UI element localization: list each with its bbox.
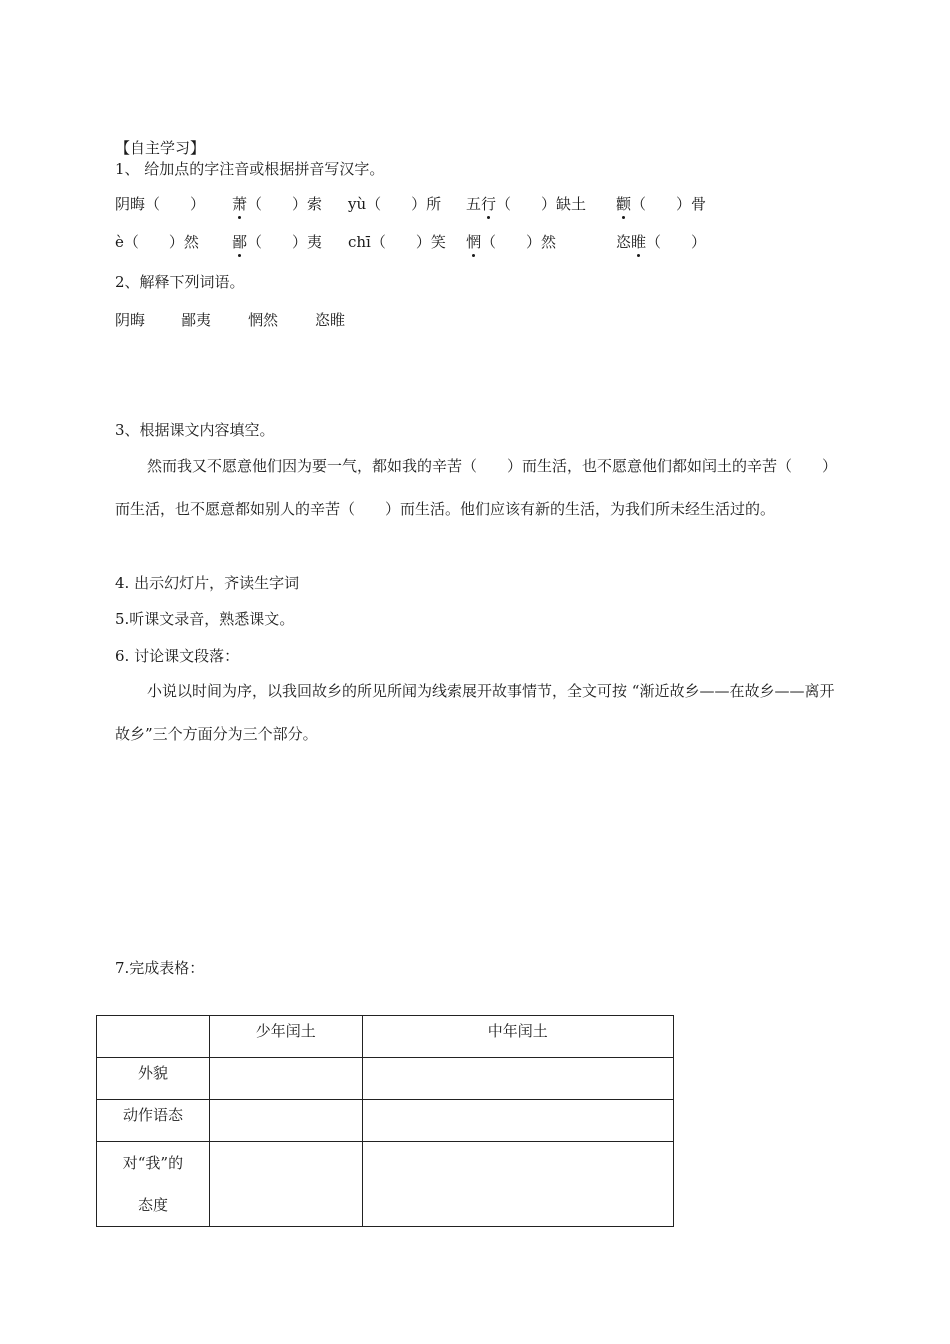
answer-cell[interactable] — [209, 1058, 362, 1100]
q3-title: 3、根据课文内容填空。 — [115, 421, 275, 439]
q2-word: 恣睢 — [315, 311, 346, 329]
q1-r1-item-5: 颧（ ）骨 — [616, 195, 707, 213]
q1-r1-item-3: yù（ ）所 — [348, 195, 442, 213]
q7-title: 7.完成表格： — [115, 959, 205, 977]
answer-cell[interactable] — [362, 1058, 673, 1100]
q2-word: 惘然 — [248, 311, 279, 329]
row-label: 动作语态 — [97, 1100, 210, 1142]
q1-r2-item-1: è（ ）然 — [115, 233, 199, 251]
q4-text: 4. 出示幻灯片，齐读生字词 — [115, 574, 300, 592]
table-header-row — [97, 1016, 674, 1058]
table-row — [97, 1142, 674, 1227]
q1-r1-item-2: 萧（ ）索 — [232, 195, 323, 213]
comparison-table — [96, 1015, 674, 1227]
table-row — [97, 1058, 674, 1100]
table-row — [97, 1100, 674, 1142]
q1-r1-item-4: 五行（ ）缺土 — [466, 195, 587, 213]
q2-word: 阴晦 — [115, 311, 146, 329]
answer-cell[interactable] — [362, 1100, 673, 1142]
dotted-char: 颧 — [616, 195, 632, 213]
q5-text: 5.听课文录音，熟悉课文。 — [115, 610, 295, 628]
q1-r2-item-3: chī（ ）笑 — [348, 233, 446, 251]
q6-title: 6. 讨论课文段落： — [115, 647, 240, 665]
q6-paragraph: 小说以时间为序，以我回故乡的所见所闻为线索展开故事情节，全文可按 “渐近故乡——在故乡——离开故乡”三个方面分为三个部分。 — [115, 682, 835, 743]
q1-r2-item-5: 恣睢（ ） — [616, 233, 707, 251]
q1-r1-item-1: 阴晦（ ） — [115, 195, 206, 213]
dotted-char: 萧 — [232, 195, 248, 213]
q2-word: 鄙夷 — [181, 311, 212, 329]
q1-r2-item-2: 鄙（ ）夷 — [232, 233, 323, 251]
table-header-cell: 中年闰土 — [362, 1016, 673, 1058]
table-header-cell — [97, 1016, 210, 1058]
q2-title: 2、解释下列词语。 — [115, 273, 245, 291]
table-header-cell: 少年闰土 — [209, 1016, 362, 1058]
answer-cell[interactable] — [362, 1142, 673, 1227]
row-label: 对“我”的 态度 — [97, 1142, 210, 1227]
row-label: 外貌 — [97, 1058, 210, 1100]
dotted-char: 鄙 — [232, 233, 248, 251]
dotted-char: 睢 — [631, 233, 647, 251]
section-title: 【自主学习】 — [115, 139, 206, 157]
q3-paragraph: 然而我又不愿意他们因为要一气，都如我的辛苦（ ）而生活，也不愿意他们都如闰土的辛苦（ ）而生活，也不愿意都如别人的辛苦（ ）而生活。他们应该有新的生活，为我们所未经生活过的。 — [115, 457, 838, 518]
dotted-char: 惘 — [466, 233, 482, 251]
answer-cell[interactable] — [209, 1142, 362, 1227]
answer-cell[interactable] — [209, 1100, 362, 1142]
q1-title: 1、 给加点的字注音或根据拼音写汉字。 — [115, 160, 385, 178]
dotted-char: 行 — [481, 195, 497, 213]
q1-r2-item-4: 惘（ ）然 — [466, 233, 557, 251]
